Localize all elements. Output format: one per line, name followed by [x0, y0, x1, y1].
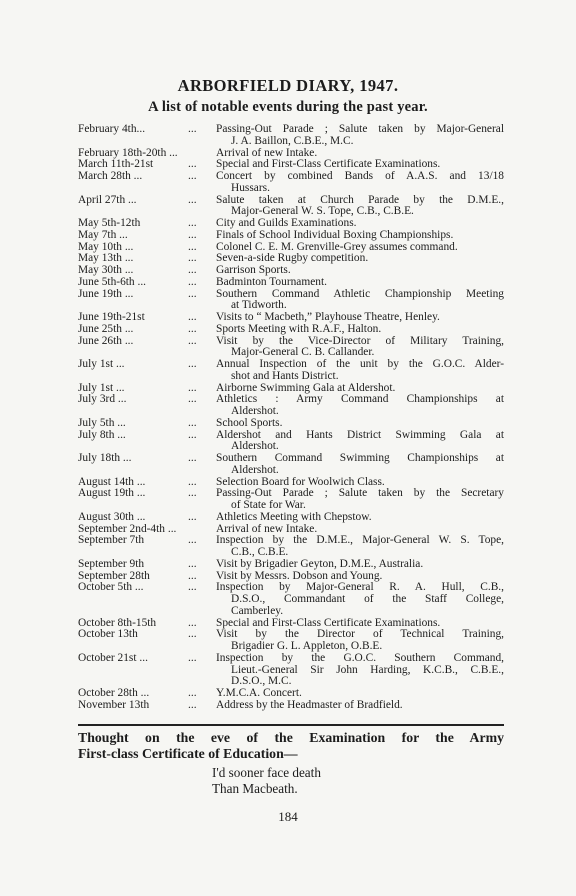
entry-date: July 5th ... — [78, 417, 126, 429]
verse-line-1: I'd sooner face death — [212, 765, 321, 780]
entry-event-line: Camberley. — [231, 604, 284, 617]
entry-event-line: Southern Command Swimming Championships at — [216, 452, 504, 464]
diary-entry — [78, 359, 504, 383]
entry-date: July 8th ... — [78, 429, 126, 441]
entry-date: October 21st ... — [78, 652, 148, 664]
diary-entry — [78, 653, 504, 688]
entry-event-line: Special and First-Class Certificate Examinations. — [216, 616, 441, 629]
diary-entry — [78, 559, 504, 571]
entry-leader-dots: ... — [188, 158, 197, 171]
entry-event-line: Athletics Meeting with Chepstow. — [216, 510, 372, 523]
entry-event-line: Hussars. — [231, 181, 270, 194]
entry-event — [216, 171, 504, 195]
entry-event-line: Visit by Brigadier Geyton, D.M.E., Australia. — [216, 557, 424, 570]
entry-event-line: Major-General C. B. Callander. — [231, 346, 375, 359]
entry-event-line: Inspection by the D.M.E., Major-General W. S. Tope, — [216, 534, 504, 547]
entry-event-line: Colonel C. E. M. Grenville-Grey assumes command. — [216, 240, 458, 253]
diary-entry — [78, 582, 504, 617]
thought-line-2: First-class Certificate of Education— — [78, 746, 298, 761]
entry-event — [216, 230, 504, 242]
entry-event-line: at Tidworth. — [231, 299, 287, 312]
page-title: ARBORFIELD DIARY, 1947. — [177, 76, 399, 95]
entry-leader-dots: ... — [188, 240, 197, 253]
entry-event — [216, 488, 504, 512]
entry-leader-dots: ... — [188, 193, 197, 206]
thought-heading — [78, 730, 504, 762]
entry-date: July 18th ... — [78, 453, 132, 464]
entry-event-line: Visits to “ Macbeth,” Playhouse Theatre, Henley. — [216, 311, 440, 323]
entry-event — [216, 453, 504, 477]
entry-event-line: Sports Meeting with R.A.F., Halton. — [216, 322, 382, 335]
entry-leader-dots: ... — [188, 228, 197, 241]
entry-event — [216, 653, 504, 688]
entry-leader-dots: ... — [188, 170, 197, 182]
entry-leader-dots: ... — [188, 358, 197, 370]
entry-date: May 30th ... — [78, 265, 134, 276]
diary-entry — [78, 124, 504, 148]
entry-event-line: Y.M.C.A. Concert. — [216, 687, 302, 699]
entry-event-line: Selection Board for Woolwich Class. — [216, 475, 385, 488]
diary-entry — [78, 265, 504, 277]
entry-event — [216, 265, 504, 277]
entry-date: August 30th ... — [78, 511, 146, 523]
entry-leader-dots: ... — [188, 287, 197, 300]
entry-date: July 1st ... — [78, 382, 125, 394]
entry-leader-dots: ... — [188, 475, 197, 488]
entry-event-line: Arrival of new Intake. — [216, 522, 318, 535]
entry-event — [216, 218, 504, 230]
diary-entry — [78, 688, 504, 700]
entry-event — [216, 629, 504, 653]
diary-entry — [78, 394, 504, 418]
entry-event — [216, 336, 504, 360]
entry-event-line: Lieut.-General Sir John Harding, K.C.B., C.B.E., — [231, 663, 504, 676]
entry-event — [216, 312, 504, 324]
entry-event — [216, 535, 504, 559]
entry-date: April 27th ... — [78, 194, 137, 206]
entry-event-line: C.B., C.B.E. — [231, 546, 289, 558]
entry-event-line: shot and Hants District. — [231, 369, 339, 382]
entry-date: September 28th — [78, 570, 150, 582]
entry-leader-dots: ... — [188, 487, 197, 500]
entry-event-line: Aldershot. — [231, 463, 279, 476]
diary-entry — [78, 535, 504, 559]
entry-event — [216, 195, 504, 219]
entry-event-line: D.S.O., Commandant of the Staff College, — [231, 593, 504, 605]
diary-entry — [78, 512, 504, 524]
diary-entry — [78, 430, 504, 454]
entry-event — [216, 124, 504, 148]
entry-date: November 13th — [78, 699, 150, 711]
entry-leader-dots: ... — [188, 569, 197, 582]
entry-date: May 5th-12th — [78, 218, 141, 229]
entry-leader-dots: ... — [188, 123, 197, 135]
diary-entry — [78, 195, 504, 219]
entry-event-line: Brigadier G. L. Appleton, O.B.E. — [231, 640, 383, 652]
diary-entry — [78, 171, 504, 195]
entry-event — [216, 324, 504, 336]
entry-event — [216, 512, 504, 524]
entry-leader-dots: ... — [188, 534, 197, 547]
entry-event — [216, 582, 504, 617]
diary-entry — [78, 700, 504, 712]
entry-event-line: Salute taken at Church Parade by the D.M.E., — [216, 193, 504, 206]
entry-date: June 19th-21st — [78, 312, 145, 323]
diary-entry — [78, 453, 504, 477]
entry-event — [216, 700, 504, 712]
entry-date: February 18th-20th ... — [78, 147, 178, 159]
entry-event — [216, 359, 504, 383]
entry-date: September 7th — [78, 535, 145, 547]
entry-leader-dots: ... — [188, 322, 197, 335]
entry-event-line: Aldershot and Hants District Swimming Gala at — [216, 428, 504, 441]
diary-entry — [78, 312, 504, 324]
diary-entry — [78, 324, 504, 336]
diary-entry — [78, 336, 504, 360]
entry-date: September 2nd-4th ... — [78, 523, 177, 535]
entry-event-line: Address by the Headmaster of Bradfield. — [216, 698, 403, 711]
diary-entry — [78, 218, 504, 230]
entry-date: July 1st ... — [78, 359, 125, 370]
entry-date: October 13th — [78, 629, 138, 641]
entry-event-line: Visit by the Vice-Director of Military Training, — [216, 334, 504, 347]
entry-date: May 13th ... — [78, 253, 134, 265]
entry-event-line: D.S.O., M.C. — [231, 675, 292, 688]
entry-date: February 4th... — [78, 124, 146, 135]
entry-event-line: Garrison Sports. — [216, 264, 291, 276]
entry-date: June 5th-6th ... — [78, 276, 147, 288]
entry-event-line: Concert by combined Bands of A.A.S. and 13/18 — [216, 170, 504, 182]
entry-event-line: School Sports. — [216, 416, 283, 429]
entry-event-line: Major-General W. S. Tope, C.B., C.B.E. — [231, 205, 414, 218]
diary-entries-list — [78, 124, 504, 712]
entry-event-line: Annual Inspection of the unit by the G.O.C. Alder- — [216, 358, 504, 370]
entry-leader-dots: ... — [188, 275, 197, 288]
entry-leader-dots: ... — [188, 428, 197, 441]
page-subtitle: A list of notable events during the past year. — [148, 99, 428, 115]
entry-date: October 28th ... — [78, 688, 150, 699]
entry-date: October 8th-15th — [78, 617, 157, 629]
entry-leader-dots: ... — [188, 687, 197, 699]
entry-event — [216, 289, 504, 313]
entry-event-line: Visit by Messrs. Dobson and Young. — [216, 569, 383, 582]
entry-event — [216, 559, 504, 571]
diary-entry — [78, 253, 504, 265]
entry-event-line: Arrival of new Intake. — [216, 146, 318, 159]
entry-event-line: Visit by the Director of Technical Training, — [216, 628, 504, 641]
verse — [212, 765, 321, 797]
entry-date: May 10th ... — [78, 241, 134, 253]
entry-event-line: of State for War. — [231, 499, 306, 511]
diary-entry — [78, 488, 504, 512]
diary-entry — [78, 230, 504, 242]
diary-entry — [78, 289, 504, 313]
entry-event-line: Southern Command Athletic Championship Meeting — [216, 287, 504, 300]
entry-leader-dots: ... — [188, 616, 197, 629]
entry-date: June 19th ... — [78, 288, 134, 300]
entry-date: September 9th — [78, 558, 145, 570]
entry-event-line: Badminton Tournament. — [216, 275, 327, 288]
entry-event-line: J. A. Baillon, C.B.E., M.C. — [231, 134, 354, 147]
entry-leader-dots: ... — [188, 217, 197, 229]
entry-event-line: Finals of School Individual Boxing Championships. — [216, 228, 454, 241]
entry-event — [216, 418, 504, 430]
entry-date: June 25th ... — [78, 323, 134, 335]
entry-date: May 7th ... — [78, 229, 128, 241]
entry-date: March 11th-21st — [78, 159, 154, 171]
section-divider — [78, 724, 504, 726]
entry-date: July 3rd ... — [78, 394, 127, 406]
page-number: 184 — [278, 809, 298, 824]
entry-leader-dots: ... — [188, 628, 197, 641]
diary-entry — [78, 277, 504, 289]
diary-entry — [78, 418, 504, 430]
entry-event — [216, 430, 504, 454]
entry-event-line: Aldershot. — [231, 405, 279, 417]
entry-event-line: Inspection by Major-General R. A. Hull, C.B., — [216, 581, 504, 594]
entry-event — [216, 688, 504, 700]
entry-date: March 28th ... — [78, 171, 143, 182]
entry-leader-dots: ... — [188, 581, 197, 594]
entry-date: August 14th ... — [78, 476, 146, 488]
entry-event — [216, 394, 504, 418]
entry-event-line: City and Guilds Examinations. — [216, 217, 357, 229]
thought-line-1: Thought on the eve of the Examination for the Army — [78, 730, 504, 745]
entry-leader-dots: ... — [188, 264, 197, 276]
entry-date: June 26th ... — [78, 335, 134, 347]
entry-leader-dots: ... — [188, 510, 197, 523]
entry-event-line: Aldershot. — [231, 440, 279, 453]
entry-date: October 5th ... — [78, 582, 144, 594]
entry-leader-dots: ... — [188, 393, 197, 406]
entry-event-line: Athletics : Army Command Championships at — [216, 393, 504, 406]
entry-event-line: Passing-Out Parade ; Salute taken by the Secretary — [216, 487, 504, 500]
entry-leader-dots: ... — [188, 381, 197, 394]
entry-date: August 19th ... — [78, 488, 146, 500]
entry-event-line: Inspection by the G.O.C. Southern Command, — [216, 651, 504, 664]
entry-event — [216, 277, 504, 289]
verse-line-2: Than Macbeath. — [212, 781, 298, 796]
entry-leader-dots: ... — [188, 416, 197, 429]
diary-entry — [78, 629, 504, 653]
entry-event-line: Airborne Swimming Gala at Aldershot. — [216, 381, 396, 394]
entry-leader-dots: ... — [188, 452, 197, 464]
entry-leader-dots: ... — [188, 651, 197, 664]
entry-leader-dots: ... — [188, 557, 197, 570]
entry-leader-dots: ... — [188, 698, 197, 711]
entry-event-line: Seven-a-side Rugby competition. — [216, 252, 369, 265]
entry-event-line: Special and First-Class Certificate Examinations. — [216, 158, 441, 171]
entry-leader-dots: ... — [188, 334, 197, 347]
entry-leader-dots: ... — [188, 252, 197, 265]
entry-event-line: Passing-Out Parade ; Salute taken by Major-General — [216, 123, 504, 135]
entry-leader-dots: ... — [188, 311, 197, 323]
